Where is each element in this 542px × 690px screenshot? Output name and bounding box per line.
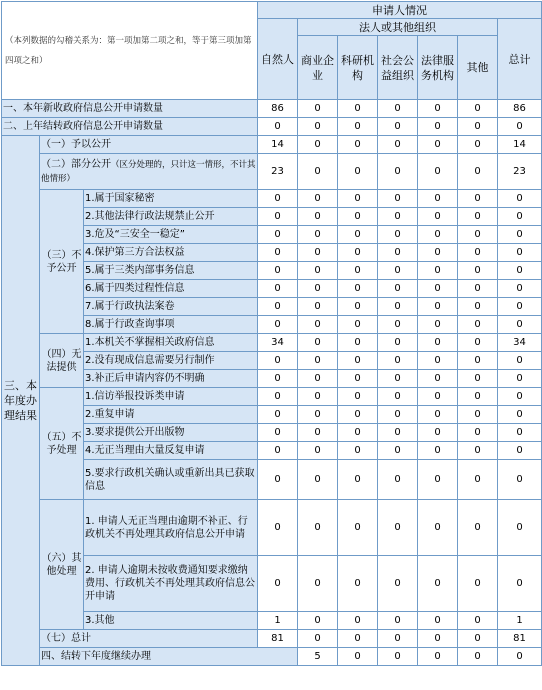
value-cell: 0 <box>458 280 498 298</box>
value-cell: 0 <box>498 208 542 226</box>
value-cell: 0 <box>338 370 378 388</box>
row-label: 6.属于四类过程性信息 <box>84 280 258 298</box>
value-cell: 0 <box>258 244 298 262</box>
value-cell: 0 <box>418 630 458 648</box>
value-cell: 0 <box>458 298 498 316</box>
value-cell: 0 <box>338 136 378 154</box>
value-cell: 0 <box>418 100 458 118</box>
value-cell: 0 <box>298 226 338 244</box>
value-cell: 0 <box>298 442 338 460</box>
value-cell: 0 <box>338 352 378 370</box>
value-cell: 0 <box>258 226 298 244</box>
value-cell: 0 <box>458 118 498 136</box>
value-cell: 0 <box>338 298 378 316</box>
header-row <box>2 2 542 19</box>
value-cell: 0 <box>498 280 542 298</box>
value-cell: 0 <box>258 262 298 280</box>
value-cell: 0 <box>298 406 338 424</box>
value-cell: 0 <box>298 136 338 154</box>
value-cell: 0 <box>258 280 298 298</box>
value-cell: 0 <box>498 406 542 424</box>
row-label: 5.要求行政机关确认或重新出具已获取信息 <box>84 460 258 500</box>
value-cell: 0 <box>338 442 378 460</box>
value-cell: 0 <box>418 388 458 406</box>
value-cell: 0 <box>458 460 498 500</box>
value-cell: 0 <box>298 630 338 648</box>
row-label: 1.信访举报投诉类申请 <box>84 388 258 406</box>
value-cell: 0 <box>458 442 498 460</box>
value-cell: 0 <box>378 500 418 556</box>
row-label: 3.补正后申请内容仍不明确 <box>84 370 258 388</box>
value-cell: 0 <box>498 388 542 406</box>
value-cell: 0 <box>338 262 378 280</box>
row-label: 3.要求提供公开出版物 <box>84 424 258 442</box>
value-cell: 0 <box>498 556 542 612</box>
research-header: 科研机构 <box>338 36 378 100</box>
row-label: 四、结转下年度继续办理 <box>40 648 298 666</box>
value-cell: 0 <box>418 500 458 556</box>
value-cell: 0 <box>338 500 378 556</box>
value-cell: 1 <box>258 612 298 630</box>
row-label: 7.属于行政执法案卷 <box>84 298 258 316</box>
value-cell: 0 <box>498 352 542 370</box>
value-cell: 0 <box>458 100 498 118</box>
value-cell: 0 <box>298 316 338 334</box>
value-cell: 81 <box>258 630 298 648</box>
value-cell: 0 <box>258 190 298 208</box>
section-results-label: 三、本年度办理结果 <box>2 136 40 666</box>
value-cell: 0 <box>258 370 298 388</box>
value-cell: 0 <box>378 262 418 280</box>
value-cell: 0 <box>418 208 458 226</box>
value-cell: 0 <box>338 190 378 208</box>
value-cell: 0 <box>258 406 298 424</box>
value-cell: 5 <box>298 648 338 666</box>
value-cell: 0 <box>418 280 458 298</box>
value-cell: 0 <box>458 406 498 424</box>
row-label: 4.保护第三方合法权益 <box>84 244 258 262</box>
value-cell: 0 <box>418 442 458 460</box>
subgroup-other-handling: （六）其他处理 <box>40 500 84 630</box>
value-cell: 0 <box>378 208 418 226</box>
value-cell: 0 <box>458 136 498 154</box>
value-cell: 0 <box>338 280 378 298</box>
value-cell: 0 <box>298 244 338 262</box>
value-cell: 23 <box>498 154 542 190</box>
legal-entity-header: 法人或其他组织 <box>298 19 498 36</box>
value-cell: 0 <box>458 190 498 208</box>
value-cell: 0 <box>378 280 418 298</box>
value-cell: 0 <box>338 460 378 500</box>
row-results-total <box>2 630 542 648</box>
value-cell: 0 <box>418 298 458 316</box>
value-cell: 0 <box>298 154 338 190</box>
value-cell: 0 <box>298 298 338 316</box>
value-cell: 0 <box>378 352 418 370</box>
value-cell: 0 <box>298 556 338 612</box>
value-cell: 0 <box>418 352 458 370</box>
value-cell: 0 <box>498 370 542 388</box>
row-label: 1.属于国家秘密 <box>84 190 258 208</box>
value-cell: 0 <box>338 648 378 666</box>
value-cell: 0 <box>258 208 298 226</box>
row-label: 8.属于行政查询事项 <box>84 316 258 334</box>
value-cell: 34 <box>498 334 542 352</box>
total-header: 总计 <box>498 19 542 100</box>
value-cell: 14 <box>258 136 298 154</box>
value-cell: 0 <box>338 424 378 442</box>
row-label: 一、本年新收政府信息公开申请数量 <box>2 100 258 118</box>
value-cell: 0 <box>418 118 458 136</box>
value-cell: 0 <box>298 280 338 298</box>
value-cell: 0 <box>378 388 418 406</box>
row-label: （一）予以公开 <box>40 136 258 154</box>
value-cell: 0 <box>378 190 418 208</box>
row-not-disclosed-1 <box>2 190 542 208</box>
row-label: 1. 申请人无正当理由逾期不补正、行政机关不再处理其政府信息公开申请 <box>84 500 258 556</box>
value-cell: 0 <box>338 316 378 334</box>
value-cell: 0 <box>458 352 498 370</box>
legal-service-header: 法律服务机构 <box>418 36 458 100</box>
value-cell: 0 <box>378 244 418 262</box>
value-cell: 0 <box>298 352 338 370</box>
value-cell: 0 <box>418 612 458 630</box>
row-label: 3.其他 <box>84 612 258 630</box>
value-cell: 0 <box>458 262 498 280</box>
row-other-handling-1 <box>2 500 542 556</box>
value-cell: 0 <box>458 370 498 388</box>
value-cell: 0 <box>458 630 498 648</box>
row-label: 2.没有现成信息需要另行制作 <box>84 352 258 370</box>
value-cell: 0 <box>338 226 378 244</box>
value-cell: 0 <box>298 208 338 226</box>
natural-person-header: 自然人 <box>258 19 298 100</box>
value-cell: 0 <box>258 316 298 334</box>
value-cell: 0 <box>338 244 378 262</box>
value-cell: 0 <box>378 556 418 612</box>
value-cell: 0 <box>378 612 418 630</box>
value-cell: 0 <box>418 262 458 280</box>
value-cell: 0 <box>418 190 458 208</box>
value-cell: 0 <box>258 500 298 556</box>
value-cell: 0 <box>418 316 458 334</box>
row-label: 二、上年结转政府信息公开申请数量 <box>2 118 258 136</box>
value-cell: 0 <box>378 334 418 352</box>
value-cell: 0 <box>418 460 458 500</box>
value-cell: 0 <box>498 262 542 280</box>
row-label: 2.重复申请 <box>84 406 258 424</box>
row-label: （二）部分公开（区分处理的，只计这一情形，不计其他情形） <box>40 154 258 190</box>
value-cell: 0 <box>378 136 418 154</box>
value-cell: 0 <box>418 226 458 244</box>
value-cell: 0 <box>338 556 378 612</box>
row-carry-forward <box>2 648 542 666</box>
value-cell: 0 <box>498 500 542 556</box>
value-cell: 86 <box>258 100 298 118</box>
value-cell: 0 <box>458 316 498 334</box>
row-carried-over <box>2 118 542 136</box>
value-cell: 0 <box>498 442 542 460</box>
value-cell: 0 <box>258 442 298 460</box>
value-cell: 0 <box>418 136 458 154</box>
row-label: 2.其他法律行政法规禁止公开 <box>84 208 258 226</box>
value-cell: 0 <box>418 370 458 388</box>
value-cell: 0 <box>458 556 498 612</box>
value-cell: 0 <box>298 460 338 500</box>
value-cell: 0 <box>498 316 542 334</box>
row-unable-1 <box>2 334 542 352</box>
value-cell: 0 <box>458 500 498 556</box>
value-cell: 0 <box>418 406 458 424</box>
value-cell: 0 <box>298 100 338 118</box>
value-cell: 0 <box>498 648 542 666</box>
value-cell: 0 <box>418 424 458 442</box>
value-cell: 0 <box>418 244 458 262</box>
value-cell: 0 <box>378 406 418 424</box>
value-cell: 0 <box>418 334 458 352</box>
table-note: （本列数据的勾稽关系为：第一项加第二项之和，等于第三项加第四项之和） <box>2 2 258 100</box>
row-label: 3.危及“三安全一稳定” <box>84 226 258 244</box>
row-partially-disclosed <box>2 154 542 190</box>
value-cell: 0 <box>378 424 418 442</box>
value-cell: 0 <box>338 406 378 424</box>
value-cell: 0 <box>378 648 418 666</box>
value-cell: 0 <box>338 100 378 118</box>
subgroup-not-processed: （五）不予处理 <box>40 388 84 500</box>
value-cell: 81 <box>498 630 542 648</box>
value-cell: 0 <box>338 208 378 226</box>
value-cell: 0 <box>378 442 418 460</box>
row-label: 4.无正当理由大量反复申请 <box>84 442 258 460</box>
value-cell: 0 <box>498 244 542 262</box>
value-cell: 0 <box>338 334 378 352</box>
value-cell: 0 <box>298 370 338 388</box>
value-cell: 0 <box>378 226 418 244</box>
disclosure-statistics-table <box>1 1 542 666</box>
value-cell: 0 <box>378 298 418 316</box>
value-cell: 14 <box>498 136 542 154</box>
row-label: 2. 申请人逾期未按收费通知要求缴纳费用、行政机关不再处理其政府信息公开申请 <box>84 556 258 612</box>
value-cell: 0 <box>338 118 378 136</box>
value-cell: 86 <box>498 100 542 118</box>
value-cell: 0 <box>498 226 542 244</box>
value-cell: 0 <box>458 334 498 352</box>
value-cell: 0 <box>378 370 418 388</box>
row-not-processed-1 <box>2 388 542 406</box>
value-cell: 0 <box>498 118 542 136</box>
applicant-header: 申请人情况 <box>258 2 542 19</box>
value-cell: 0 <box>338 612 378 630</box>
value-cell: 0 <box>258 352 298 370</box>
social-welfare-header: 社会公益组织 <box>378 36 418 100</box>
value-cell: 0 <box>258 118 298 136</box>
value-cell: 0 <box>378 118 418 136</box>
value-cell: 0 <box>378 154 418 190</box>
value-cell: 0 <box>378 100 418 118</box>
value-cell: 0 <box>498 190 542 208</box>
value-cell: 0 <box>498 460 542 500</box>
value-cell: 23 <box>258 154 298 190</box>
value-cell: 0 <box>458 154 498 190</box>
value-cell: 0 <box>378 316 418 334</box>
row-disclosed <box>2 136 542 154</box>
value-cell: 0 <box>458 244 498 262</box>
value-cell: 0 <box>298 612 338 630</box>
row-label: （七）总计 <box>40 630 258 648</box>
value-cell: 0 <box>298 424 338 442</box>
value-cell: 0 <box>418 648 458 666</box>
value-cell: 0 <box>458 388 498 406</box>
value-cell: 0 <box>498 298 542 316</box>
value-cell: 0 <box>258 556 298 612</box>
value-cell: 34 <box>258 334 298 352</box>
value-cell: 0 <box>338 388 378 406</box>
value-cell: 0 <box>258 388 298 406</box>
value-cell: 0 <box>298 118 338 136</box>
subgroup-not-disclosed: （三）不予公开 <box>40 190 84 334</box>
value-cell: 0 <box>298 334 338 352</box>
value-cell: 0 <box>418 556 458 612</box>
value-cell: 0 <box>498 424 542 442</box>
business-header: 商业企业 <box>298 36 338 100</box>
value-cell: 0 <box>258 460 298 500</box>
value-cell: 0 <box>418 154 458 190</box>
value-cell: 0 <box>298 388 338 406</box>
value-cell: 0 <box>458 208 498 226</box>
row-label: 1.本机关不掌握相关政府信息 <box>84 334 258 352</box>
value-cell: 0 <box>458 226 498 244</box>
row-label-note: （区分处理的，只计这一情形，不计其他情形） <box>41 159 256 184</box>
other-header: 其他 <box>458 36 498 100</box>
value-cell: 0 <box>338 154 378 190</box>
value-cell: 0 <box>258 298 298 316</box>
value-cell: 0 <box>258 424 298 442</box>
subgroup-unable-to-provide: （四）无法提供 <box>40 334 84 388</box>
value-cell: 0 <box>378 460 418 500</box>
row-new-applications <box>2 100 542 118</box>
row-label: 5.属于三类内部事务信息 <box>84 262 258 280</box>
value-cell: 0 <box>458 424 498 442</box>
value-cell: 1 <box>498 612 542 630</box>
value-cell: 0 <box>298 500 338 556</box>
value-cell: 0 <box>338 630 378 648</box>
value-cell: 0 <box>378 630 418 648</box>
value-cell: 0 <box>458 612 498 630</box>
value-cell: 0 <box>298 262 338 280</box>
value-cell: 0 <box>458 648 498 666</box>
value-cell: 0 <box>298 190 338 208</box>
